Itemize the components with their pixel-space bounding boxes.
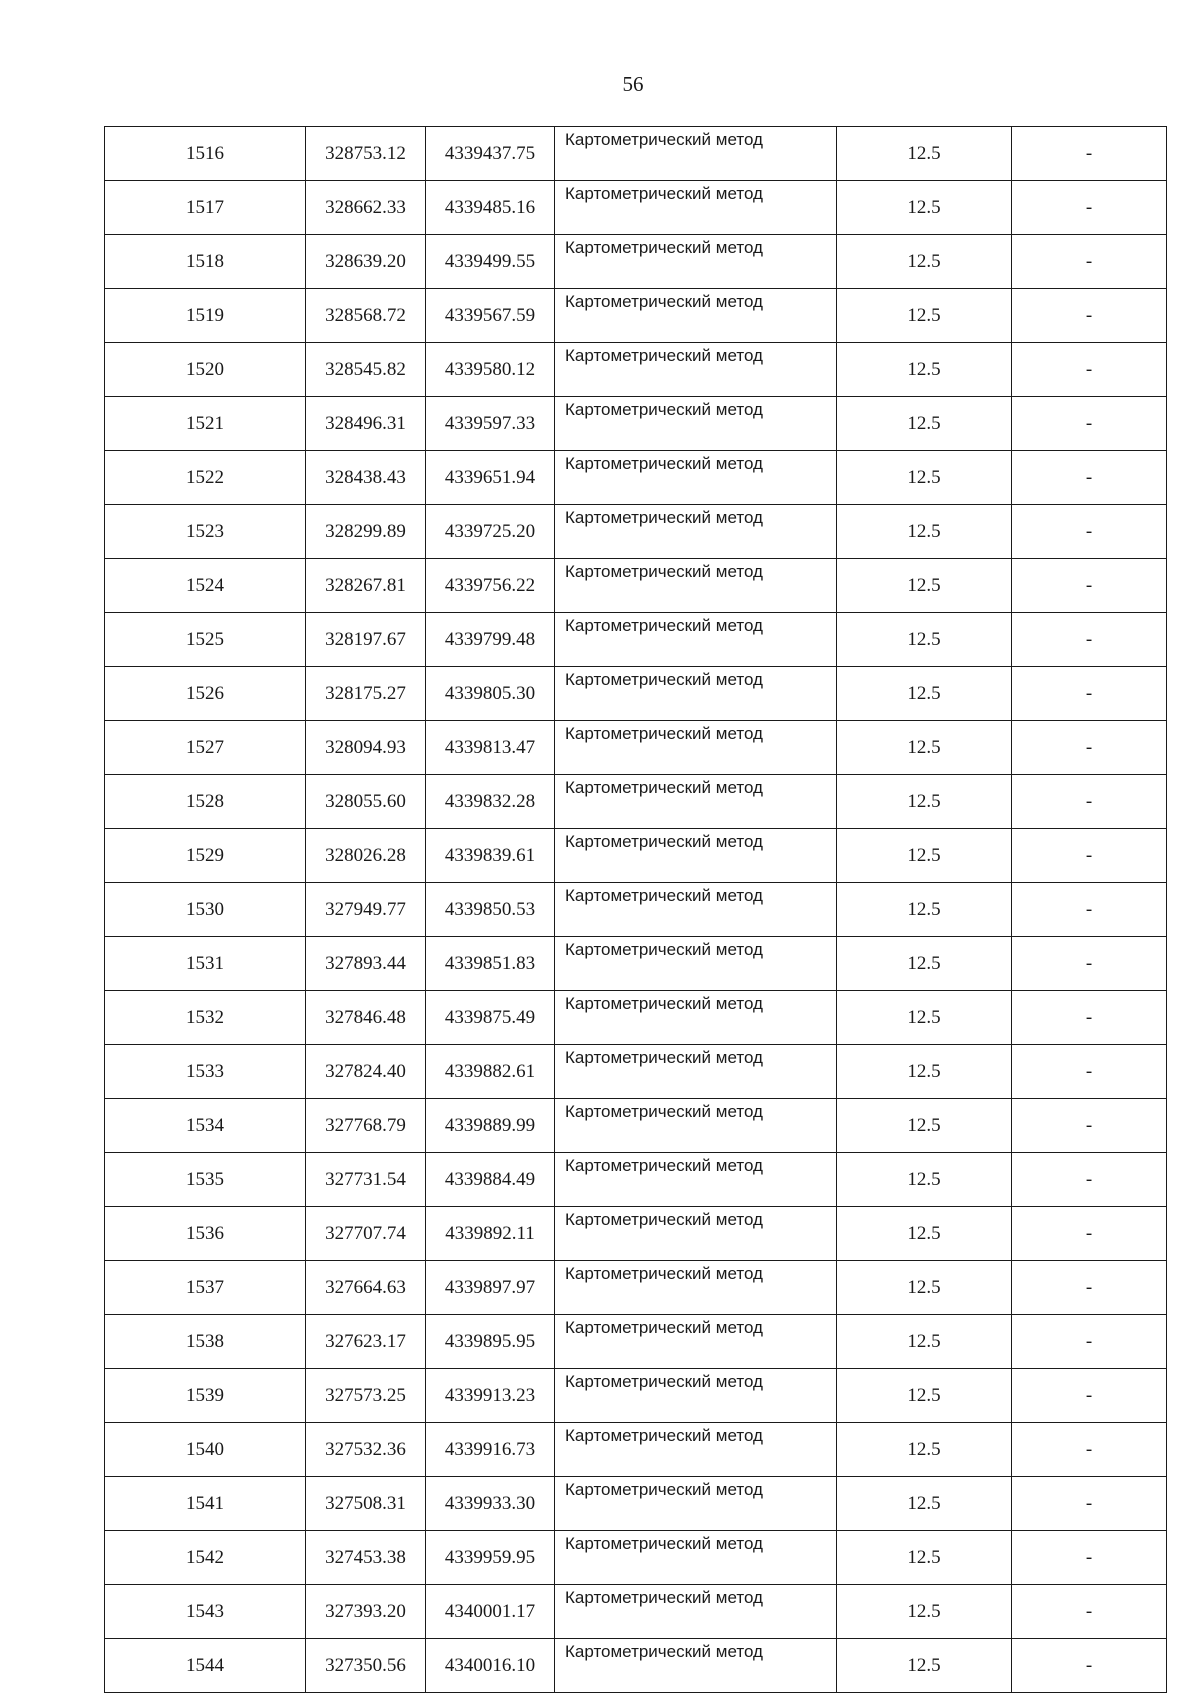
table-row [105,289,1167,343]
point-number-cell: 1541 [105,1477,306,1531]
note-cell: - [1012,1207,1167,1261]
note-cell: - [1012,883,1167,937]
table-row [105,1423,1167,1477]
point-number-cell: 1538 [105,1315,306,1369]
precision-cell: 12.5 [837,1099,1012,1153]
method-cell: Картометрический метод [555,1045,837,1099]
y-coordinate-cell: 4339567.59 [426,289,555,343]
precision-cell: 12.5 [837,1369,1012,1423]
precision-cell: 12.5 [837,613,1012,667]
x-coordinate-cell: 327707.74 [306,1207,426,1261]
method-cell: Картометрический метод [555,883,837,937]
note-cell: - [1012,829,1167,883]
table-row [105,451,1167,505]
point-number-cell: 1529 [105,829,306,883]
x-coordinate-cell: 327508.31 [306,1477,426,1531]
precision-cell: 12.5 [837,937,1012,991]
method-cell: Картометрический метод [555,289,837,343]
y-coordinate-cell: 4340001.17 [426,1585,555,1639]
x-coordinate-cell: 328267.81 [306,559,426,613]
point-number-cell: 1527 [105,721,306,775]
method-cell: Картометрический метод [555,1477,837,1531]
note-cell: - [1012,613,1167,667]
x-coordinate-cell: 328662.33 [306,181,426,235]
method-cell: Картометрический метод [555,505,837,559]
table-row [105,1153,1167,1207]
method-cell: Картометрический метод [555,397,837,451]
method-cell: Картометрический метод [555,235,837,289]
y-coordinate-cell: 4339895.95 [426,1315,555,1369]
precision-cell: 12.5 [837,829,1012,883]
precision-cell: 12.5 [837,775,1012,829]
method-cell: Картометрический метод [555,127,837,181]
note-cell: - [1012,991,1167,1045]
note-cell: - [1012,289,1167,343]
y-coordinate-cell: 4339913.23 [426,1369,555,1423]
precision-cell: 12.5 [837,451,1012,505]
table-row [105,1639,1167,1693]
precision-cell: 12.5 [837,1639,1012,1693]
method-cell: Картометрический метод [555,451,837,505]
point-number-cell: 1518 [105,235,306,289]
table-row [105,235,1167,289]
note-cell: - [1012,937,1167,991]
method-cell: Картометрический метод [555,613,837,667]
table-row [105,1477,1167,1531]
table-row [105,1099,1167,1153]
note-cell: - [1012,1477,1167,1531]
table-row [105,1585,1167,1639]
table-row [105,343,1167,397]
precision-cell: 12.5 [837,181,1012,235]
point-number-cell: 1520 [105,343,306,397]
y-coordinate-cell: 4339875.49 [426,991,555,1045]
y-coordinate-cell: 4339805.30 [426,667,555,721]
table-row [105,721,1167,775]
table-row [105,667,1167,721]
table-row [105,937,1167,991]
precision-cell: 12.5 [837,721,1012,775]
precision-cell: 12.5 [837,1585,1012,1639]
point-number-cell: 1544 [105,1639,306,1693]
note-cell: - [1012,775,1167,829]
note-cell: - [1012,667,1167,721]
method-cell: Картометрический метод [555,1261,837,1315]
note-cell: - [1012,1099,1167,1153]
method-cell: Картометрический метод [555,775,837,829]
x-coordinate-cell: 327532.36 [306,1423,426,1477]
x-coordinate-cell: 327393.20 [306,1585,426,1639]
y-coordinate-cell: 4339580.12 [426,343,555,397]
point-number-cell: 1533 [105,1045,306,1099]
y-coordinate-cell: 4339725.20 [426,505,555,559]
y-coordinate-cell: 4339651.94 [426,451,555,505]
method-cell: Картометрический метод [555,937,837,991]
point-number-cell: 1542 [105,1531,306,1585]
y-coordinate-cell: 4339437.75 [426,127,555,181]
x-coordinate-cell: 328438.43 [306,451,426,505]
point-number-cell: 1532 [105,991,306,1045]
y-coordinate-cell: 4339959.95 [426,1531,555,1585]
table-row [105,829,1167,883]
precision-cell: 12.5 [837,1045,1012,1099]
x-coordinate-cell: 327824.40 [306,1045,426,1099]
precision-cell: 12.5 [837,883,1012,937]
note-cell: - [1012,1585,1167,1639]
y-coordinate-cell: 4339851.83 [426,937,555,991]
note-cell: - [1012,235,1167,289]
x-coordinate-cell: 328197.67 [306,613,426,667]
x-coordinate-cell: 327949.77 [306,883,426,937]
x-coordinate-cell: 328568.72 [306,289,426,343]
method-cell: Картометрический метод [555,721,837,775]
method-cell: Картометрический метод [555,181,837,235]
x-coordinate-cell: 327846.48 [306,991,426,1045]
y-coordinate-cell: 4339884.49 [426,1153,555,1207]
note-cell: - [1012,1423,1167,1477]
y-coordinate-cell: 4339799.48 [426,613,555,667]
note-cell: - [1012,1261,1167,1315]
method-cell: Картометрический метод [555,343,837,397]
point-number-cell: 1543 [105,1585,306,1639]
y-coordinate-cell: 4339933.30 [426,1477,555,1531]
method-cell: Картометрический метод [555,1315,837,1369]
x-coordinate-cell: 328055.60 [306,775,426,829]
point-number-cell: 1536 [105,1207,306,1261]
point-number-cell: 1516 [105,127,306,181]
precision-cell: 12.5 [837,127,1012,181]
y-coordinate-cell: 4339813.47 [426,721,555,775]
method-cell: Картометрический метод [555,829,837,883]
table-row [105,613,1167,667]
method-cell: Картометрический метод [555,1585,837,1639]
y-coordinate-cell: 4339916.73 [426,1423,555,1477]
table-row [105,1207,1167,1261]
table-row [105,1315,1167,1369]
y-coordinate-cell: 4339882.61 [426,1045,555,1099]
precision-cell: 12.5 [837,1477,1012,1531]
x-coordinate-cell: 328299.89 [306,505,426,559]
note-cell: - [1012,397,1167,451]
note-cell: - [1012,1153,1167,1207]
precision-cell: 12.5 [837,1423,1012,1477]
x-coordinate-cell: 327623.17 [306,1315,426,1369]
method-cell: Картометрический метод [555,1099,837,1153]
point-number-cell: 1525 [105,613,306,667]
method-cell: Картометрический метод [555,1153,837,1207]
y-coordinate-cell: 4339850.53 [426,883,555,937]
y-coordinate-cell: 4339832.28 [426,775,555,829]
point-number-cell: 1521 [105,397,306,451]
precision-cell: 12.5 [837,559,1012,613]
point-number-cell: 1523 [105,505,306,559]
method-cell: Картометрический метод [555,1423,837,1477]
note-cell: - [1012,721,1167,775]
note-cell: - [1012,505,1167,559]
precision-cell: 12.5 [837,991,1012,1045]
x-coordinate-cell: 327453.38 [306,1531,426,1585]
point-number-cell: 1539 [105,1369,306,1423]
note-cell: - [1012,1639,1167,1693]
table-row [105,883,1167,937]
note-cell: - [1012,343,1167,397]
table-row [105,775,1167,829]
x-coordinate-cell: 328094.93 [306,721,426,775]
point-number-cell: 1537 [105,1261,306,1315]
x-coordinate-cell: 327768.79 [306,1099,426,1153]
method-cell: Картометрический метод [555,1369,837,1423]
precision-cell: 12.5 [837,397,1012,451]
note-cell: - [1012,1531,1167,1585]
x-coordinate-cell: 328753.12 [306,127,426,181]
point-number-cell: 1531 [105,937,306,991]
table-row [105,991,1167,1045]
point-number-cell: 1535 [105,1153,306,1207]
note-cell: - [1012,1045,1167,1099]
x-coordinate-cell: 327893.44 [306,937,426,991]
table-row [105,559,1167,613]
precision-cell: 12.5 [837,289,1012,343]
x-coordinate-cell: 327350.56 [306,1639,426,1693]
table-row [105,1261,1167,1315]
note-cell: - [1012,127,1167,181]
point-number-cell: 1519 [105,289,306,343]
x-coordinate-cell: 328545.82 [306,343,426,397]
note-cell: - [1012,451,1167,505]
point-number-cell: 1522 [105,451,306,505]
point-number-cell: 1530 [105,883,306,937]
table-row [105,1045,1167,1099]
y-coordinate-cell: 4339839.61 [426,829,555,883]
y-coordinate-cell: 4339892.11 [426,1207,555,1261]
point-number-cell: 1534 [105,1099,306,1153]
coordinates-table [104,126,1167,1693]
precision-cell: 12.5 [837,1261,1012,1315]
x-coordinate-cell: 328026.28 [306,829,426,883]
precision-cell: 12.5 [837,343,1012,397]
coordinates-table-body [105,127,1167,1693]
point-number-cell: 1524 [105,559,306,613]
point-number-cell: 1526 [105,667,306,721]
y-coordinate-cell: 4339597.33 [426,397,555,451]
y-coordinate-cell: 4339756.22 [426,559,555,613]
method-cell: Картометрический метод [555,1639,837,1693]
note-cell: - [1012,559,1167,613]
x-coordinate-cell: 327573.25 [306,1369,426,1423]
point-number-cell: 1517 [105,181,306,235]
y-coordinate-cell: 4339889.99 [426,1099,555,1153]
table-row [105,1369,1167,1423]
precision-cell: 12.5 [837,1315,1012,1369]
x-coordinate-cell: 328639.20 [306,235,426,289]
note-cell: - [1012,181,1167,235]
x-coordinate-cell: 328496.31 [306,397,426,451]
y-coordinate-cell: 4340016.10 [426,1639,555,1693]
table-row [105,1531,1167,1585]
precision-cell: 12.5 [837,1207,1012,1261]
method-cell: Картометрический метод [555,991,837,1045]
method-cell: Картометрический метод [555,559,837,613]
table-row [105,181,1167,235]
table-row [105,505,1167,559]
precision-cell: 12.5 [837,667,1012,721]
method-cell: Картометрический метод [555,1207,837,1261]
precision-cell: 12.5 [837,235,1012,289]
precision-cell: 12.5 [837,505,1012,559]
table-row [105,397,1167,451]
point-number-cell: 1528 [105,775,306,829]
note-cell: - [1012,1369,1167,1423]
y-coordinate-cell: 4339485.16 [426,181,555,235]
note-cell: - [1012,1315,1167,1369]
method-cell: Картометрический метод [555,1531,837,1585]
table-row [105,127,1167,181]
precision-cell: 12.5 [837,1153,1012,1207]
x-coordinate-cell: 328175.27 [306,667,426,721]
page-number: 56 [622,72,644,96]
x-coordinate-cell: 327731.54 [306,1153,426,1207]
point-number-cell: 1540 [105,1423,306,1477]
method-cell: Картометрический метод [555,667,837,721]
precision-cell: 12.5 [837,1531,1012,1585]
y-coordinate-cell: 4339499.55 [426,235,555,289]
y-coordinate-cell: 4339897.97 [426,1261,555,1315]
x-coordinate-cell: 327664.63 [306,1261,426,1315]
